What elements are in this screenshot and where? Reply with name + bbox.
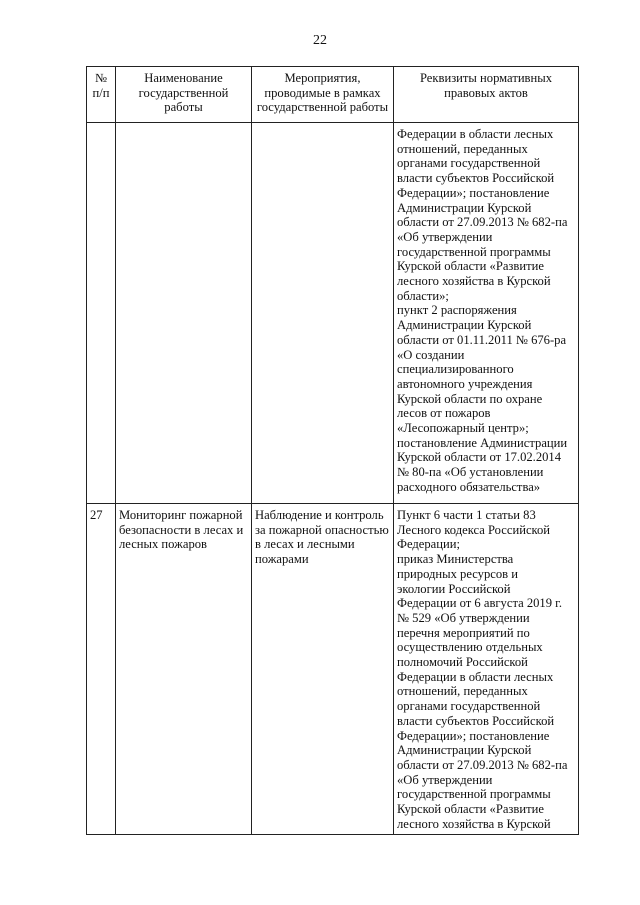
acts-line: «Об утверждении: [397, 229, 493, 244]
header-line: Реквизиты нормативных: [419, 71, 553, 85]
acts-line: расходного обязательства»: [397, 479, 541, 494]
acts-line: приказ Министерства: [397, 552, 514, 567]
header-acts: [394, 67, 579, 123]
header-line: проводимые в рамках: [264, 85, 381, 100]
acts-line: органами государственной: [397, 156, 541, 171]
acts-line: области от 27.09.2013 № 682-па: [397, 757, 568, 772]
header-line: работы: [164, 100, 203, 115]
acts-line: власти субъектов Российской: [397, 713, 555, 728]
acts-line: «Об утверждении: [397, 772, 493, 787]
acts-line: Администрации Курской: [397, 743, 532, 758]
activity-line: в лесах и лесными: [255, 537, 355, 552]
work-line: безопасности в лесах и: [119, 522, 244, 537]
header-line: Мероприятия,: [284, 71, 361, 85]
header-line: №: [94, 71, 108, 85]
acts-line: экологии Российской: [397, 581, 511, 596]
acts-line: Федерации от 6 августа 2019 г.: [397, 596, 563, 611]
cell-activities: [252, 123, 394, 504]
table-row-27: [87, 504, 579, 835]
cell-number: [87, 123, 116, 504]
acts-line: Федерации в области лесных: [397, 669, 554, 684]
header-line: правовых актов: [444, 85, 528, 100]
cell-work-name: [116, 123, 252, 504]
acts-line: Пункт 6 части 1 статьи 83: [397, 508, 536, 522]
acts-line: Курской области «Развитие: [397, 802, 544, 817]
acts-line: полномочий Российской: [397, 655, 528, 670]
acts-line: государственной программы: [397, 244, 551, 259]
header-work-name: [116, 67, 252, 123]
header-number: [87, 67, 116, 123]
acts-line: власти субъектов Российской: [397, 171, 555, 186]
acts-line: Администрации Курской: [397, 200, 532, 215]
acts-line: специализированного: [397, 362, 514, 377]
acts-line: № 529 «Об утверждении: [397, 610, 530, 625]
work-line: Мониторинг пожарной: [119, 508, 243, 522]
acts-line: № 80-па «Об установлении: [397, 465, 544, 480]
acts-line: лесного хозяйства в Курской: [397, 816, 551, 831]
acts-line: органами государственной: [397, 699, 541, 714]
acts-line: лесов от пожаров: [397, 406, 491, 421]
acts-line: Курской области по охране: [397, 391, 543, 406]
acts-line: пункт 2 распоряжения: [397, 303, 517, 318]
cell-number: [87, 504, 116, 835]
acts-line: государственной программы: [397, 787, 551, 802]
acts-line: природных ресурсов и: [397, 566, 518, 581]
acts-line: «О создании: [397, 347, 465, 362]
activity-line: пожарами: [255, 552, 309, 567]
header-line: государственной работы: [256, 100, 389, 115]
acts-line: Федерации»; постановление: [397, 185, 550, 200]
acts-line: области от 01.11.2011 № 676-ра: [397, 332, 567, 347]
row-number: 27: [90, 508, 103, 522]
header-activities: [252, 67, 394, 123]
work-line: лесных пожаров: [119, 537, 207, 552]
acts-line: области от 27.09.2013 № 682-па: [397, 215, 568, 230]
header-line: Наименование: [144, 71, 223, 85]
cell-work-name: [116, 504, 252, 835]
acts-line: Федерации;: [397, 537, 460, 552]
acts-line: отношений, переданных: [397, 684, 528, 699]
cell-activities: [252, 504, 394, 835]
acts-line: Администрации Курской: [397, 318, 532, 333]
acts-line: Курской области «Развитие: [397, 259, 544, 274]
activity-line: Наблюдение и контроль: [255, 508, 384, 522]
acts-line: области»;: [397, 288, 449, 303]
acts-line: отношений, переданных: [397, 141, 528, 156]
header-line: п/п: [92, 85, 110, 100]
acts-line: осуществлению отдельных: [397, 640, 543, 655]
page-number: 22: [313, 33, 327, 48]
cell-acts: [394, 504, 579, 835]
table-header-row: [87, 67, 579, 123]
table-row-continued: [87, 123, 579, 504]
acts-line: Курской области от 17.02.2014: [397, 450, 562, 465]
acts-line: перечня мероприятий по: [397, 625, 530, 640]
activity-line: за пожарной опасностью: [255, 522, 389, 537]
regulatory-acts-table: [86, 66, 579, 835]
acts-line: лесного хозяйства в Курской: [397, 274, 551, 289]
header-line: государственной: [138, 85, 229, 100]
cell-acts: [394, 123, 579, 504]
acts-line: Федерации в области лесных: [397, 127, 554, 141]
acts-line: постановление Администрации: [397, 435, 568, 450]
acts-line: «Лесопожарный центр»;: [397, 421, 529, 436]
acts-line: Лесного кодекса Российской: [397, 522, 551, 537]
acts-line: автономного учреждения: [397, 376, 533, 391]
acts-line: Федерации»; постановление: [397, 728, 550, 743]
